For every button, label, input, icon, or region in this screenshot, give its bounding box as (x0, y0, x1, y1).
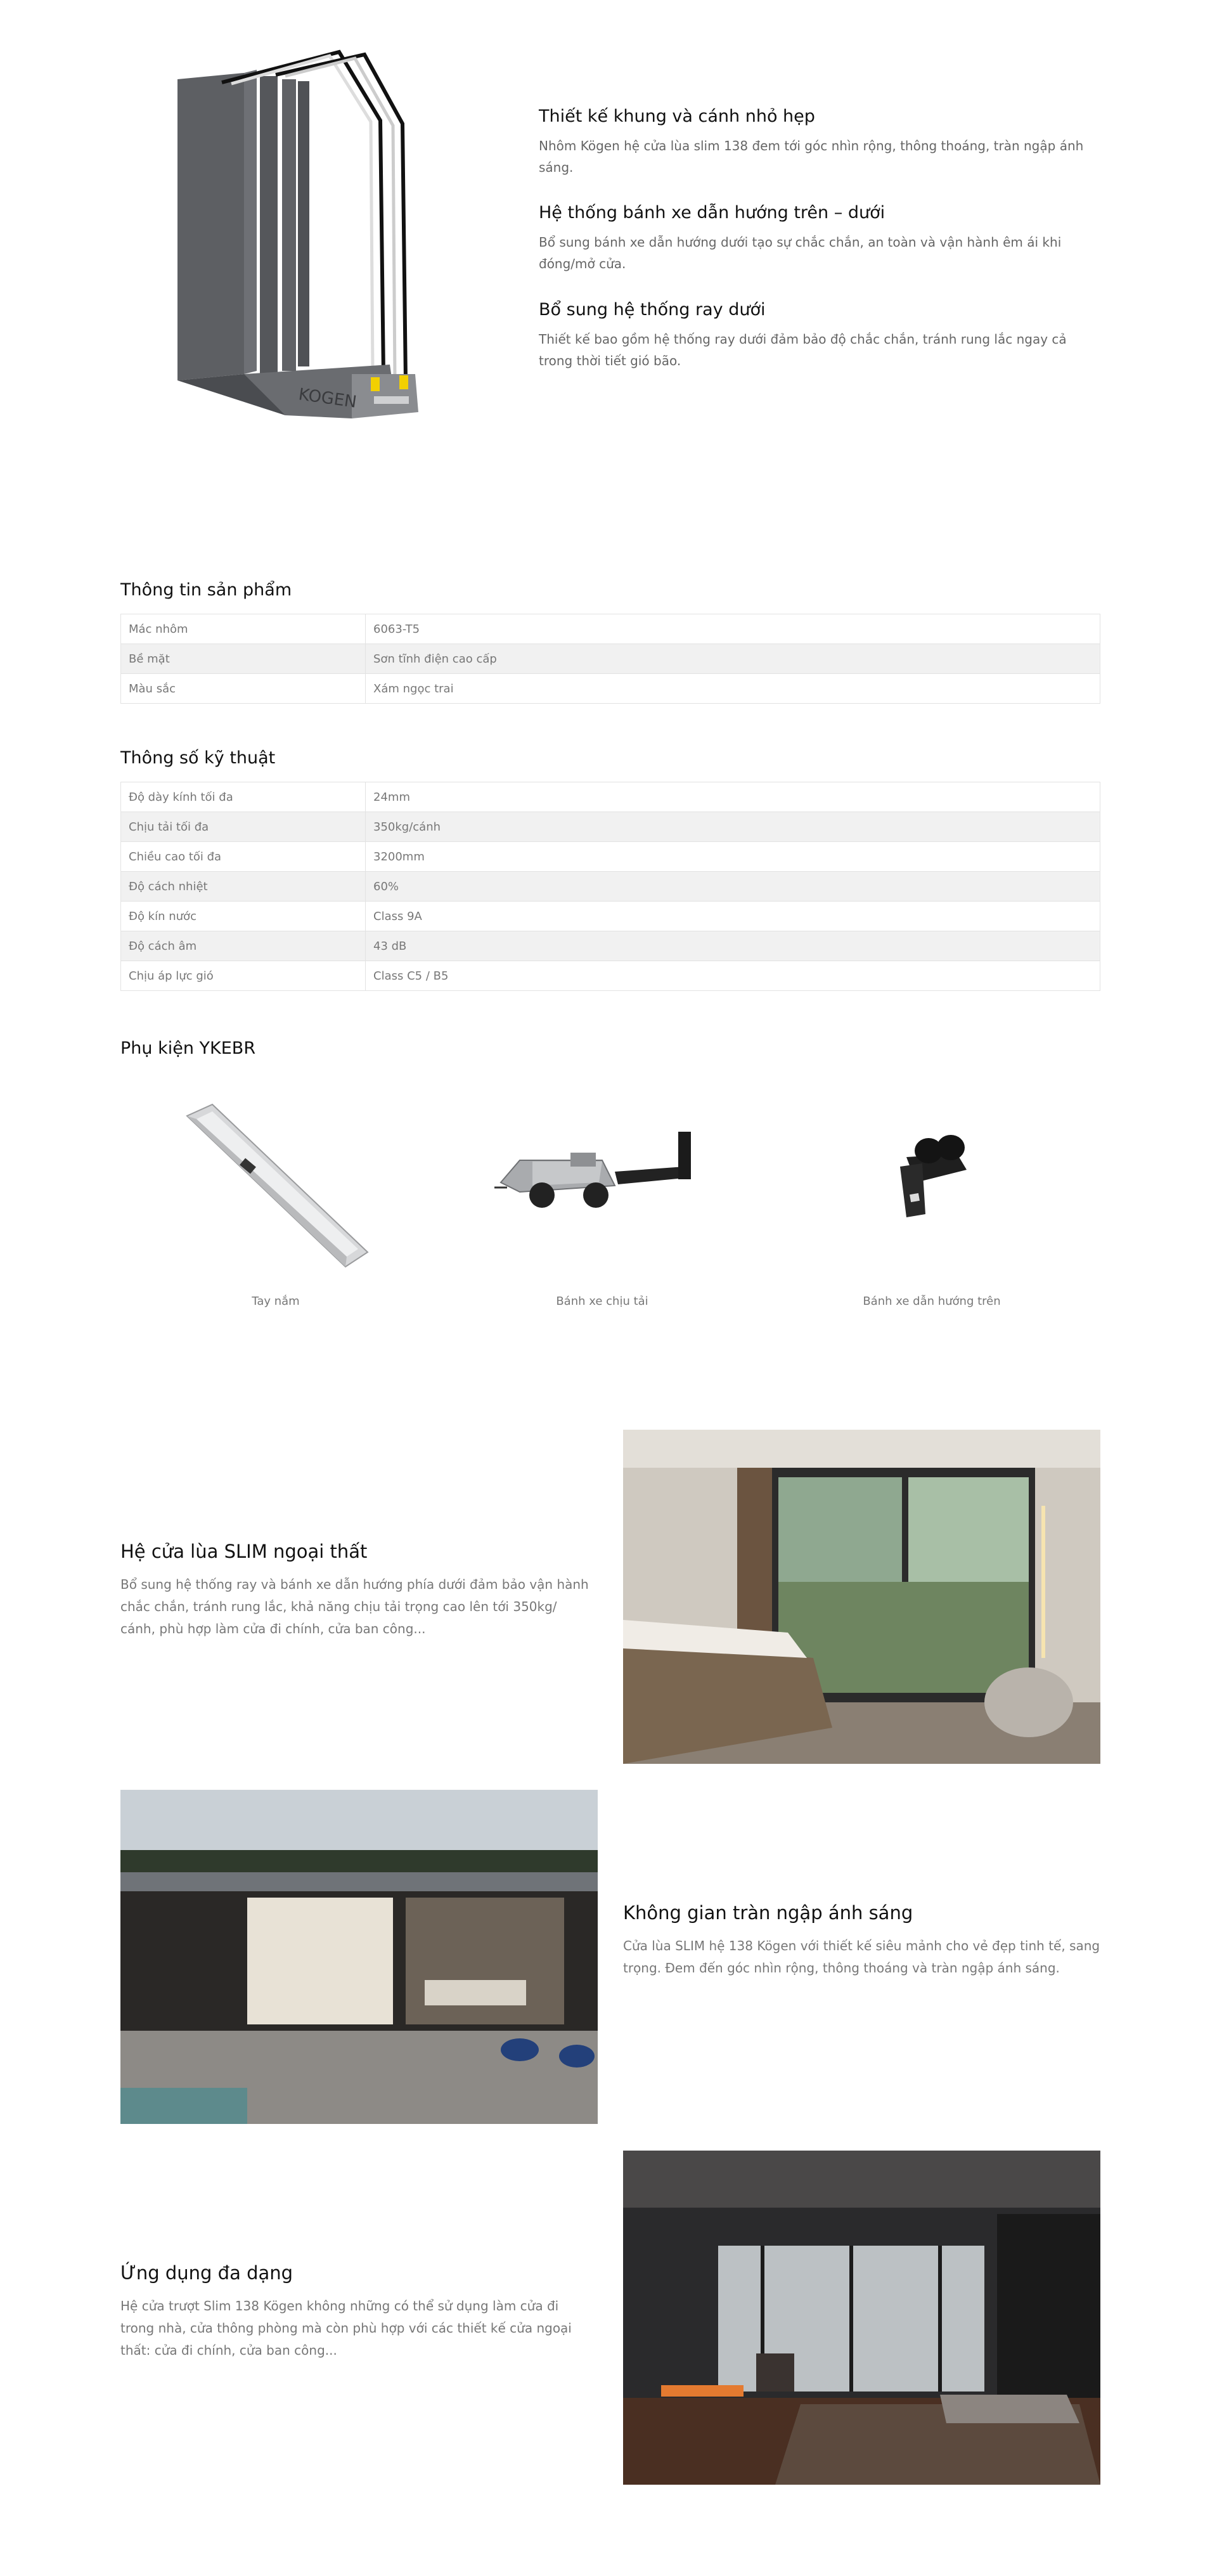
gallery-text: Hệ cửa trượt Slim 138 Kögen không những có thể sử dụng làm cửa đi trong nhà, cửa thông phòng mà còn phù hợp với các thiết kế cửa ngoại thất: cửa đi chính, cửa ban công... (120, 2298, 572, 2358)
spec-value: 60% (366, 872, 1100, 902)
handle-icon (168, 1091, 383, 1274)
table-row (121, 872, 1100, 902)
gallery-text: Bổ sung hệ thống ray và bánh xe dẫn hướng phía dưới đảm bảo vận hành chắc chắn, tránh rung lắc, khả năng chịu tải trọng cao lên tới 350kg/ cánh, phù hợp làm cửa đi chính, cửa ban công... (120, 1577, 589, 1636)
tech-specs-title: Thông số kỹ thuật (120, 748, 276, 768)
table-row (121, 812, 1100, 842)
gallery-title: Không gian tràn ngập ánh sáng (623, 1902, 913, 1924)
gallery-title: Ứng dụng đa dạng (120, 2262, 293, 2284)
accessories-title: Phụ kiện YKEBR (120, 1039, 256, 1058)
dark-bedroom-photo (623, 2151, 1100, 2485)
table-row (121, 842, 1100, 872)
feature-title: Thiết kế khung và cánh nhỏ hẹp (539, 107, 815, 126)
feature-2 (539, 203, 1100, 275)
spec-value: 24mm (366, 782, 1100, 812)
spec-key: Mác nhôm (121, 614, 366, 644)
table-row (121, 902, 1100, 931)
feature-title: Hệ thống bánh xe dẫn hướng trên – dưới (539, 203, 885, 223)
table-row (121, 674, 1100, 704)
spec-key: Độ kín nước (121, 902, 366, 931)
bedroom-sliding-door-photo (623, 1430, 1100, 1764)
gallery-text: Cửa lùa SLIM hệ 138 Kögen với thiết kế siêu mảnh cho vẻ đẹp tinh tế, sang trọng. Đem đến góc nhìn rộng, thông thoáng và tràn ngập ánh sáng. (623, 1938, 1100, 1976)
table-row (121, 644, 1100, 674)
window-profile-illustration (162, 44, 466, 431)
product-info-table (120, 614, 1100, 704)
accessory-label: Bánh xe chịu tải (556, 1295, 648, 1308)
feature-text: Nhôm Kögen hệ cửa lùa slim 138 đem tới góc nhìn rộng, thông thoáng, tràn ngập ánh sáng. (539, 138, 1084, 175)
guide-roller-icon (887, 1119, 976, 1227)
spec-value: 6063-T5 (366, 614, 1100, 644)
spec-value: Class 9A (366, 902, 1100, 931)
svg-text:KOGEN: KOGEN (297, 385, 358, 412)
villa-exterior-photo (120, 1790, 598, 2124)
spec-value: Xám ngọc trai (366, 674, 1100, 704)
spec-key: Chiều cao tối đa (121, 842, 366, 872)
gallery-title: Hệ cửa lùa SLIM ngoại thất (120, 1541, 368, 1562)
table-row (121, 614, 1100, 644)
spec-key: Chịu áp lực gió (121, 961, 366, 991)
spec-key: Độ cách âm (121, 931, 366, 961)
spec-key: Độ dày kính tối đa (121, 782, 366, 812)
table-row (121, 931, 1100, 961)
spec-value: Sơn tĩnh điện cao cấp (366, 644, 1100, 674)
gallery-text-1 (120, 1541, 589, 1640)
accessory-label: Bánh xe dẫn hướng trên (863, 1295, 1001, 1308)
spec-value: 3200mm (366, 842, 1100, 872)
feature-title: Bổ sung hệ thống ray dưới (539, 300, 766, 320)
spec-value: 43 dB (366, 931, 1100, 961)
gallery-text-2 (623, 1902, 1100, 1979)
gallery-text-3 (120, 2262, 589, 2362)
feature-3 (539, 300, 1100, 372)
table-row (121, 782, 1100, 812)
spec-value: 350kg/cánh (366, 812, 1100, 842)
feature-text: Thiết kế bao gồm hệ thống ray dưới đảm bảo độ chắc chắn, tránh rung lắc ngay cả trong thời tiết gió bão. (539, 332, 1067, 368)
feature-text: Bổ sung bánh xe dẫn hướng dưới tạo sự chắc chắn, an toàn và vận hành êm ái khi đóng/mở cửa. (539, 235, 1062, 271)
window-profile-figure (162, 44, 466, 431)
product-info-title: Thông tin sản phẩm (120, 580, 292, 600)
spec-key: Màu sắc (121, 674, 366, 704)
load-roller-icon (494, 1122, 710, 1224)
tech-specs-table (120, 782, 1100, 991)
accessory-label: Tay nắm (252, 1295, 300, 1308)
spec-value: Class C5 / B5 (366, 961, 1100, 991)
feature-1 (539, 107, 1100, 178)
table-row (121, 961, 1100, 991)
spec-key: Bề mặt (121, 644, 366, 674)
spec-key: Chịu tải tối đa (121, 812, 366, 842)
spec-key: Độ cách nhiệt (121, 872, 366, 902)
